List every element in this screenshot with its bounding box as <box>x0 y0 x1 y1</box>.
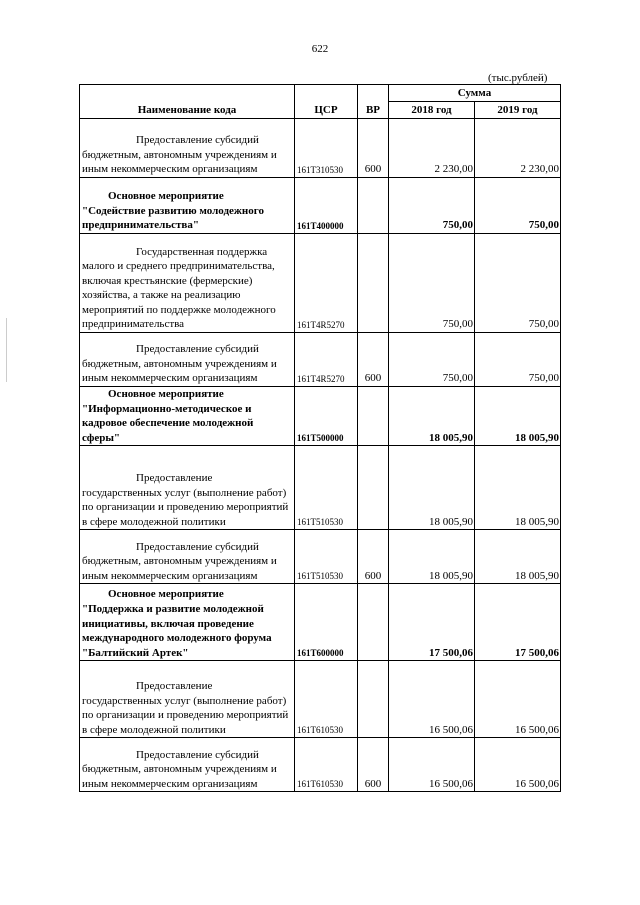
row-name-rest: бюджетным, автономным учреждениям и иным некоммерческим организациям <box>82 148 277 176</box>
row-vr <box>358 584 389 661</box>
table-row <box>80 178 561 234</box>
row-vr: 600 <box>358 333 389 387</box>
row-csr: 161T4R5270 <box>295 234 358 333</box>
row-sum-2018: 750,00 <box>389 178 475 234</box>
row-name-rest: государственных услуг (выполнение работ) по организации и проведению мероприятий в сфере молодежной политики <box>82 694 289 736</box>
table-body <box>80 119 561 792</box>
row-name <box>80 387 295 446</box>
row-csr: 161T610530 <box>295 661 358 738</box>
row-sum-2018: 18 005,90 <box>389 530 475 584</box>
budget-table <box>79 84 561 792</box>
row-name-rest: государственных услуг (выполнение работ) по организации и проведению мероприятий в сфере молодежной политики <box>82 486 289 528</box>
row-sum-2018: 750,00 <box>389 234 475 333</box>
row-vr: 600 <box>358 738 389 792</box>
table-row <box>80 446 561 530</box>
header-csr: ЦСР <box>295 85 358 119</box>
row-csr: 161T600000 <box>295 584 358 661</box>
row-vr: 600 <box>358 119 389 178</box>
table-row <box>80 333 561 387</box>
row-vr <box>358 387 389 446</box>
row-name-rest: бюджетным, автономным учреждениям и иным некоммерческим организациям <box>82 555 277 582</box>
row-name <box>80 738 295 792</box>
row-name-rest: бюджетным, автономным учреждениям и иным некоммерческим организациям <box>82 357 277 385</box>
row-sum-2018: 16 500,06 <box>389 661 475 738</box>
row-sum-2018: 2 230,00 <box>389 119 475 178</box>
row-name-lead: Предоставление субсидий <box>136 748 259 761</box>
row-name-lead: Основное мероприятие <box>108 190 224 203</box>
table-row <box>80 119 561 178</box>
row-name <box>80 178 295 234</box>
row-csr: 161T500000 <box>295 387 358 446</box>
row-name-lead: Предоставление субсидий <box>136 134 259 147</box>
table-row <box>80 234 561 333</box>
row-sum-2019: 750,00 <box>475 234 561 333</box>
row-sum-2019: 750,00 <box>475 333 561 387</box>
row-name <box>80 584 295 661</box>
header-name: Наименование кода <box>80 85 295 119</box>
scan-margin-mark <box>6 318 7 382</box>
table-row <box>80 738 561 792</box>
row-sum-2019: 2 230,00 <box>475 119 561 178</box>
row-vr <box>358 446 389 530</box>
row-sum-2019: 18 005,90 <box>475 446 561 530</box>
row-name-rest: "Поддержка и развитие молодежной инициативы, включая проведение международного молодежного форума "Балтийский Артек" <box>82 603 272 659</box>
header-2019: 2019 год <box>475 102 561 119</box>
row-name <box>80 119 295 178</box>
row-csr: 161T610530 <box>295 738 358 792</box>
row-name <box>80 333 295 387</box>
row-vr: 600 <box>358 530 389 584</box>
table-row <box>80 387 561 446</box>
row-vr <box>358 661 389 738</box>
row-name-rest: "Содействие развитию молодежного предпринимательства" <box>82 204 264 232</box>
header-2018: 2018 год <box>389 102 475 119</box>
row-name-lead: Предоставление субсидий <box>136 540 259 553</box>
row-name-lead: Основное мероприятие <box>108 388 224 400</box>
row-name <box>80 530 295 584</box>
row-sum-2018: 17 500,06 <box>389 584 475 661</box>
row-sum-2018: 18 005,90 <box>389 387 475 446</box>
row-csr: 161T4R5270 <box>295 333 358 387</box>
header-vr: ВР <box>358 85 389 119</box>
row-name <box>80 661 295 738</box>
row-name-rest: бюджетным, автономным учреждениям и иным некоммерческим организациям <box>82 763 277 790</box>
table-row <box>80 530 561 584</box>
row-csr: 161T510530 <box>295 446 358 530</box>
row-vr <box>358 234 389 333</box>
row-name-lead: Основное мероприятие <box>108 588 224 601</box>
row-name-lead: Государственная поддержка <box>136 245 268 258</box>
table-row <box>80 661 561 738</box>
units-label: (тыс.рублей) <box>488 72 548 84</box>
row-sum-2019: 18 005,90 <box>475 387 561 446</box>
row-name-rest: малого и среднего предпринимательства, включая крестьянские (фермерские) хозяйства, а также на реализацию мероприятий по поддержке молодежного предпринимательства <box>82 260 276 331</box>
row-name-lead: Предоставление субсидий <box>136 343 259 356</box>
row-name-rest: "Информационно-методическое и кадровое обеспечение молодежной сферы" <box>82 402 254 444</box>
row-csr: 161T400000 <box>295 178 358 234</box>
row-sum-2018: 16 500,06 <box>389 738 475 792</box>
page-number: 622 <box>311 43 329 55</box>
row-csr: 161T310530 <box>295 119 358 178</box>
row-name <box>80 446 295 530</box>
row-name <box>80 234 295 333</box>
row-sum-2018: 18 005,90 <box>389 446 475 530</box>
row-csr: 161T510530 <box>295 530 358 584</box>
row-vr <box>358 178 389 234</box>
row-name-lead: Предоставление <box>136 680 213 692</box>
row-sum-2019: 16 500,06 <box>475 661 561 738</box>
row-sum-2019: 17 500,06 <box>475 584 561 661</box>
row-name-lead: Предоставление <box>136 472 213 484</box>
row-sum-2019: 18 005,90 <box>475 530 561 584</box>
header-sum: Сумма <box>389 85 561 102</box>
row-sum-2018: 750,00 <box>389 333 475 387</box>
row-sum-2019: 750,00 <box>475 178 561 234</box>
table-row <box>80 584 561 661</box>
row-sum-2019: 16 500,06 <box>475 738 561 792</box>
